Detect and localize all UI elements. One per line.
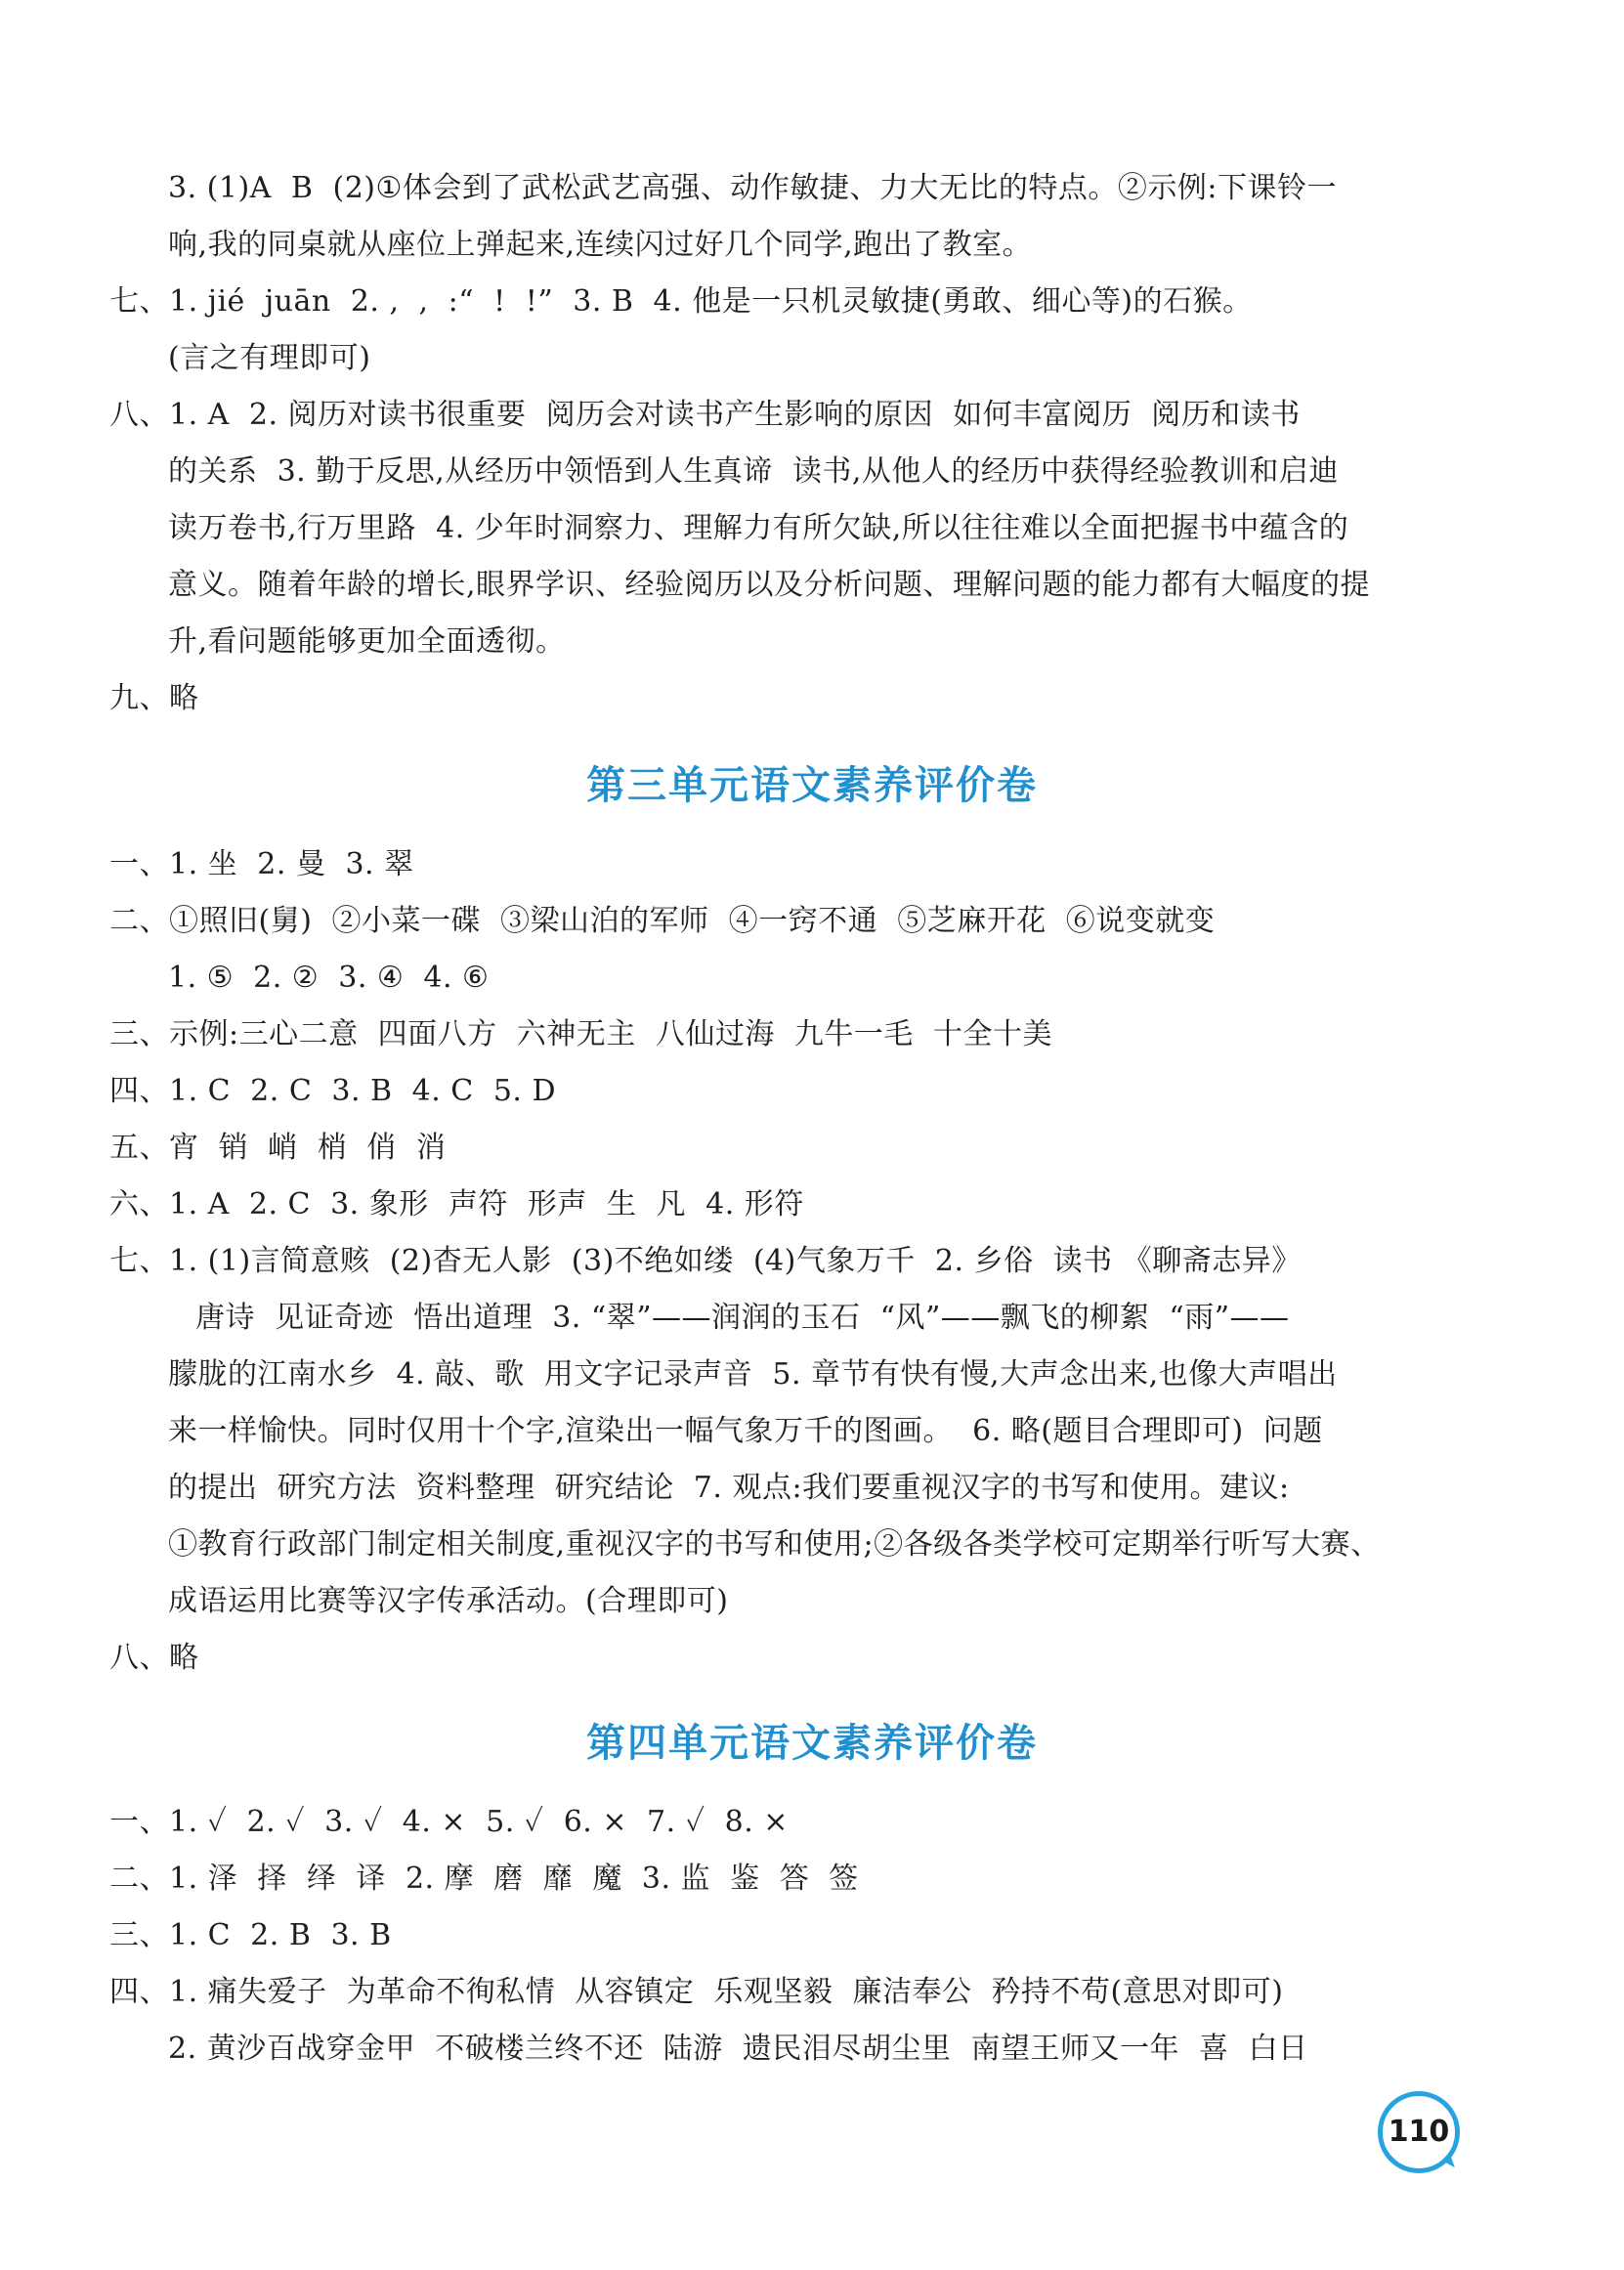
answer-line: 一、1. 坐 2. 曼 3. 翠 bbox=[109, 847, 414, 881]
answer-line: 八、略 bbox=[109, 1641, 199, 1675]
answer-line: 唐诗 见证奇迹 悟出道理 3. “翠”——润润的玉石 “风”——飘飞的柳絮 “雨”—— bbox=[195, 1301, 1290, 1335]
page-number: 110 bbox=[1378, 2091, 1460, 2173]
answer-line: 二、①照旧(舅) ②小菜一碟 ③梁山泊的军师 ④一窍不通 ⑤芝麻开花 ⑥说变就变 bbox=[109, 904, 1216, 938]
answer-line: 读万卷书,行万里路 4. 少年时洞察力、理解力有所欠缺,所以往往难以全面把握书中蕴含的 bbox=[168, 511, 1349, 545]
answer-line: 升,看问题能够更加全面透彻。 bbox=[168, 624, 566, 659]
answer-line: 3. (1)A B (2)①体会到了武松武艺高强、动作敏捷、力大无比的特点。②示例:下课铃一 bbox=[168, 171, 1338, 205]
answer-line: 六、1. A 2. C 3. 象形 声符 形声 生 凡 4. 形符 bbox=[109, 1187, 804, 1221]
answer-line: 四、1. 痛失爱子 为革命不徇私情 从容镇定 乐观坚毅 廉洁奉公 矜持不苟(意思对即可) bbox=[109, 1975, 1284, 2009]
answer-line: 朦胧的江南水乡 4. 敲、歌 用文字记录声音 5. 章节有快有慢,大声念出来,也像大声唱出 bbox=[168, 1357, 1338, 1392]
answer-line: ①教育行政部门制定相关制度,重视汉字的书写和使用;②各级各类学校可定期举行听写大赛、 bbox=[168, 1527, 1381, 1562]
answer-line: 成语运用比赛等汉字传承活动。(合理即可) bbox=[168, 1584, 729, 1618]
answer-line: (言之有理即可) bbox=[168, 341, 371, 375]
answer-line: 九、略 bbox=[109, 681, 199, 715]
answer-line: 的关系 3. 勤于反思,从经历中领悟到人生真谛 读书,从他人的经历中获得经验教训和启迪 bbox=[168, 454, 1339, 489]
answer-line: 2. 黄沙百战穿金甲 不破楼兰终不还 陆游 遗民泪尽胡尘里 南望王师又一年 喜 白日 bbox=[168, 2032, 1308, 2066]
answer-line: 响,我的同桌就从座位上弹起来,连续闪过好几个同学,跑出了教室。 bbox=[168, 228, 1033, 262]
answer-line: 来一样愉快。同时仅用十个字,渲染出一幅气象万千的图画。 6. 略(题目合理即可) 问题 bbox=[168, 1414, 1323, 1448]
answer-line: 二、1. 泽 择 绎 译 2. 摩 磨 靡 魔 3. 监 鉴 答 签 bbox=[109, 1862, 859, 1896]
section-title: 第三单元语文素养评价卷 bbox=[586, 763, 1038, 808]
answer-line: 七、1. jié juān 2. , , :“ ! !” 3. B 4. 他是一只机灵敏捷(勇敢、细心等)的石猴。 bbox=[109, 284, 1253, 319]
answer-line: 七、1. (1)言简意赅 (2)杳无人影 (3)不绝如缕 (4)气象万千 2. 乡俗 读书 《聊斋志异》 bbox=[109, 1244, 1302, 1278]
answer-line: 的提出 研究方法 资料整理 研究结论 7. 观点:我们要重视汉字的书写和使用。建议: bbox=[168, 1471, 1290, 1505]
answer-line: 四、1. C 2. C 3. B 4. C 5. D bbox=[109, 1074, 557, 1108]
answer-line: 八、1. A 2. 阅历对读书很重要 阅历会对读书产生影响的原因 如何丰富阅历 阅历和读书 bbox=[109, 398, 1301, 432]
answer-line: 意义。随着年龄的增长,眼界学识、经验阅历以及分析问题、理解问题的能力都有大幅度的提 bbox=[168, 568, 1371, 602]
answer-line: 三、1. C 2. B 3. B bbox=[109, 1918, 392, 1952]
answer-line: 一、1. ✓ 2. ✓ 3. ✓ 4. × 5. ✓ 6. × 7. ✓ 8. × bbox=[109, 1805, 789, 1839]
answer-line: 五、宵 销 峭 梢 俏 消 bbox=[109, 1131, 447, 1165]
section-title: 第四单元语文素养评价卷 bbox=[586, 1721, 1038, 1766]
answer-line: 1. ⑤ 2. ② 3. ④ 4. ⑥ bbox=[168, 961, 490, 995]
answer-line: 三、示例:三心二意 四面八方 六神无主 八仙过海 九牛一毛 十全十美 bbox=[109, 1017, 1052, 1051]
